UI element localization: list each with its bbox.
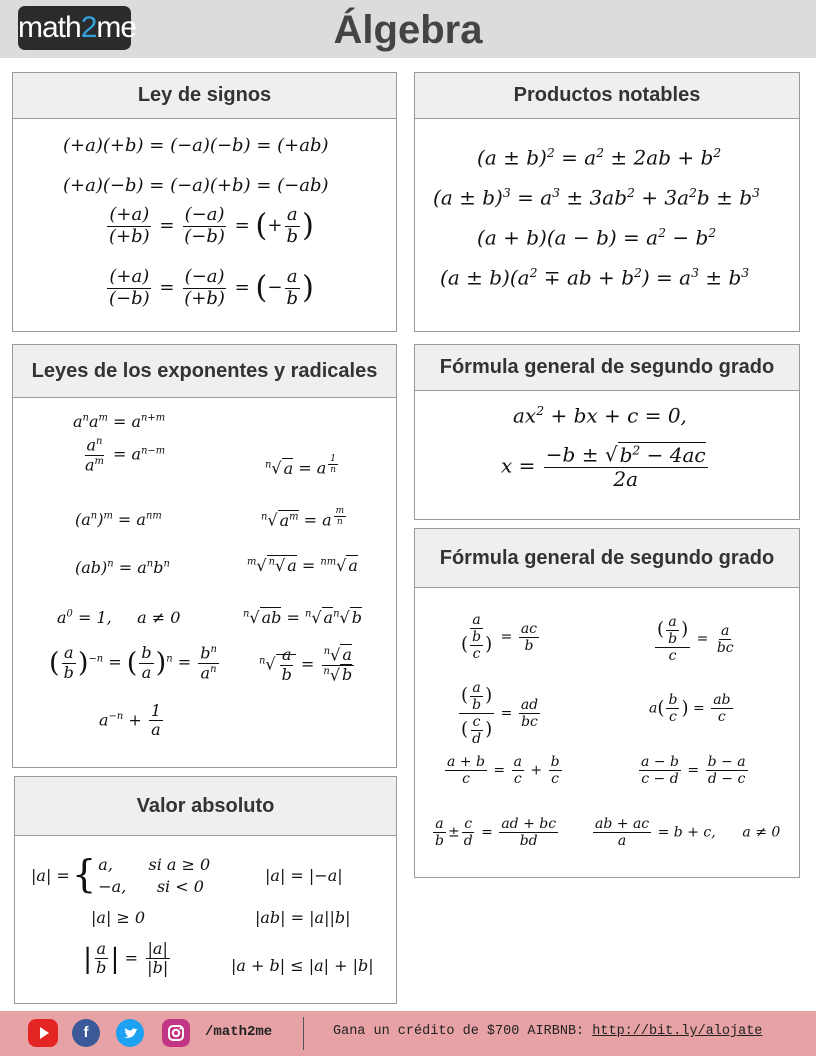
promo-link[interactable]: http://bit.ly/alojate: [592, 1024, 763, 1039]
fraction-rule-7: $\frac{a}{b}$ ± $\frac{c}{d}$ = $\frac{ad + bc}{bd}$: [435, 816, 557, 850]
fraction-rule-6: $\frac{a - b}{c - d}$ = $\frac{b - a}{d - c}$: [641, 754, 746, 788]
rad-power: $^n$√ $a^m = a$ $^{\frac{m}{n}}$: [261, 506, 345, 530]
fractions-section: [414, 528, 800, 878]
signs-formula-3: $\frac{(+a)}{(+b)}$ = $\frac{(-a)}{(-b)}$ = (+ $\frac{a}{b}$ ): [109, 204, 314, 247]
abs-triangle: |a + b| ≤ |a| + |b|: [231, 956, 374, 975]
page-title: Álgebra: [333, 8, 483, 52]
fraction-rule-5: $\frac{a + b}{c}$ = $\frac{a}{c}$ + $\frac{b}{c}$: [447, 754, 560, 788]
quadratic-section: [414, 344, 800, 520]
exponents-title: Leyes de los exponentes y radicales: [13, 345, 396, 398]
instagram-icon[interactable]: [162, 1019, 190, 1047]
product-formula-2: $(a \pm b)^3 = a^3 \pm 3ab^2 + 3a^2b \pm b^3$: [433, 185, 760, 210]
twitter-icon[interactable]: [116, 1019, 144, 1047]
signs-formula-2: (+a)(−b) = (−a)(+b) = (−ab): [63, 175, 329, 196]
quadratic-equation: $ax^2$ + bx + c = 0,: [513, 403, 687, 428]
rad-root: $^n$√ a = a $^{\frac{1}{n}}$: [265, 454, 337, 478]
absolute-section: [14, 776, 397, 1004]
exp-negative: $a^{-n}$ + $\frac{1}{a}$: [99, 701, 162, 740]
quadratic-title: Fórmula general de segundo grado: [415, 345, 799, 391]
exp-product: $a^na^m = a^{n+m}$: [73, 412, 166, 431]
abs-negative: |a| = |−a|: [265, 866, 343, 885]
footer: [0, 1011, 816, 1056]
abs-definition: |a| = { a, si a ≥ 0 −a, si < 0: [31, 852, 211, 898]
facebook-icon[interactable]: f: [72, 1019, 100, 1047]
fraction-rule-2: ( $\frac{a}{b}$ ) c = $\frac{a}{bc}$: [657, 614, 734, 665]
product-formula-3: $(a + b)(a - b) = a^2 - b^2$: [477, 225, 717, 250]
fractions-title: Fórmula general de segundo grado: [415, 529, 799, 588]
signs-formula-1: (+a)(+b) = (−a)(−b) = (+ab): [63, 135, 329, 156]
signs-formula-4: $\frac{(+a)}{(-b)}$ = $\frac{(-a)}{(+b)}$ = (− $\frac{a}{b}$ ): [109, 266, 314, 309]
products-section: [414, 72, 800, 332]
product-formula-4: $(a \pm b)(a^2$ ∓ ab + $b^2) = a^3 \pm b^3$: [440, 265, 750, 290]
exp-product-power: $(ab)^n = a^nb^n$: [75, 558, 170, 577]
abs-product: |ab| = |a||b|: [255, 908, 351, 927]
footer-divider: [303, 1017, 304, 1050]
exp-power: $(a^n)^m = a^{nm}$: [75, 510, 162, 529]
rad-product: $^n$√ ab = $^n$√ $a^n√$ b: [243, 608, 362, 627]
products-title: Productos notables: [415, 73, 799, 119]
math2me-logo[interactable]: math2me: [18, 6, 131, 50]
fraction-rule-8: $\frac{ab + ac}{a}$ = b + c, a ≠ 0: [595, 816, 781, 850]
fraction-rule-3: ( $\frac{a}{b}$ ) ( $\frac{c}{d}$ ) = $\frac{ad}{bc}$: [461, 680, 539, 748]
absolute-title: Valor absoluto: [15, 777, 396, 836]
rad-quotient: $^n$√ $\frac{a}{b}$ = $\frac{^n√ a}{^n√ b}$: [259, 645, 353, 685]
signs-section: [12, 72, 397, 332]
promo-text: Gana un crédito de $700 AIRBNB: http://bit.ly/alojate: [333, 1024, 763, 1039]
youtube-icon[interactable]: [28, 1019, 58, 1047]
fraction-rule-4: a( $\frac{b}{c}$ ) = $\frac{ab}{c}$: [649, 692, 731, 726]
exp-quotient: $\frac{a^n}{a^m}$ = $a^{n-m}$: [85, 435, 166, 475]
header: [0, 0, 816, 58]
fraction-rule-1: a ( $\frac{b}{c}$ ) = $\frac{ac}{b}$: [461, 612, 538, 663]
abs-quotient: | $\frac{a}{b}$ | = $\frac{|a|}{|b|}$: [83, 939, 169, 978]
exponents-section: [12, 344, 397, 768]
rad-nested: $^m$√ $^n$√ a = $^{nm}$√ a: [247, 556, 358, 575]
signs-title: Ley de signos: [13, 73, 396, 119]
exp-negative-fraction: ( $\frac{a}{b}$ )$^{-n}$ = ( $\frac{b}{a}$ )$^n$ = $\frac{b^n}{a^n}$: [49, 643, 217, 683]
social-handle: /math2me: [205, 1024, 273, 1040]
product-formula-1: $(a \pm b)^2 = a^2 \pm 2ab + b^2$: [477, 145, 722, 170]
quadratic-formula: x = $\frac{-b \pm √ b^2 - 4ac}{2a}$: [501, 442, 706, 491]
abs-nonnegative: |a| ≥ 0: [91, 908, 146, 927]
exp-zero: $a^0 = 1$, a ≠ 0: [57, 608, 181, 627]
